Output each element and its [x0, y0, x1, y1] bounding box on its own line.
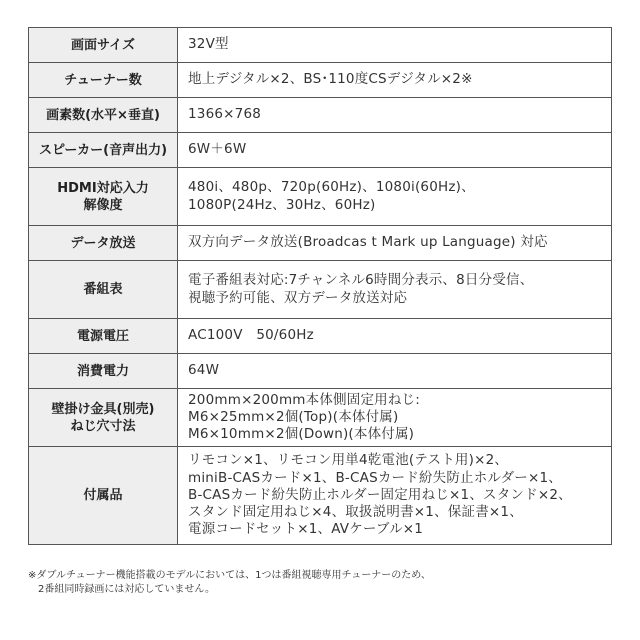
spec-value-line: AC100V 50/60Hz	[188, 327, 314, 344]
spec-value-line: 64W	[188, 362, 220, 379]
spec-row	[29, 168, 612, 226]
spec-value-line: M6×25mm×2個(Top)(本体付属)	[188, 408, 399, 425]
spec-value-line: B-CASカード紛失防止ホルダー固定用ねじ×1、スタンド×2、	[188, 486, 572, 503]
spec-label	[29, 261, 178, 319]
spec-label-line: 画素数(水平×垂直)	[46, 107, 160, 123]
spec-label-line: ねじ穴寸法	[70, 418, 136, 434]
spec-value	[178, 28, 612, 63]
spec-label-line: データ放送	[70, 235, 136, 251]
footnote	[28, 569, 618, 597]
spec-label	[29, 389, 178, 447]
spec-value-line: 480i、480p、720p(60Hz)、1080i(60Hz)、	[188, 179, 475, 196]
spec-row	[29, 28, 612, 63]
spec-label	[29, 28, 178, 63]
spec-row	[29, 226, 612, 261]
spec-value	[178, 63, 612, 98]
spec-row	[29, 133, 612, 168]
spec-value-line: リモコン×1、リモコン用単4乾電池(テスト用)×2、	[188, 452, 509, 469]
spec-label-line: 画面サイズ	[71, 37, 135, 53]
spec-row	[29, 389, 612, 447]
spec-row	[29, 63, 612, 98]
spec-value-line: 電子番組表対応:7チャンネル6時間分表示、8日分受信、	[188, 272, 534, 289]
spec-value-line: スタンド固定用ねじ×4、取扱説明書×1、保証書×1、	[188, 504, 523, 521]
spec-label-line: 消費電力	[76, 363, 129, 379]
footnote-line-1: ※ダブルチューナー機能搭載のモデルにおいては、1つは番組視聴専用チューナーのため、	[28, 570, 431, 581]
spec-value	[178, 354, 612, 389]
spec-label-line: HDMI対応入力	[57, 180, 149, 196]
spec-row	[29, 98, 612, 133]
spec-value-line: 32V型	[188, 36, 229, 53]
spec-value-line: M6×10mm×2個(Down)(本体付属)	[188, 426, 415, 443]
spec-label	[29, 354, 178, 389]
spec-row	[29, 447, 612, 545]
spec-label	[29, 98, 178, 133]
spec-label	[29, 168, 178, 226]
spec-label-line: 解像度	[83, 197, 123, 213]
spec-value	[178, 133, 612, 168]
spec-table	[28, 27, 612, 545]
spec-label-line: 付属品	[83, 488, 123, 503]
spec-value-line: 電源コードセット×1、AVケーブル×1	[188, 521, 424, 538]
spec-label-line: 壁掛け金具(別売)	[51, 401, 155, 417]
spec-value	[178, 447, 612, 545]
spec-value-line: 1366×768	[188, 106, 262, 123]
spec-value	[178, 98, 612, 133]
spec-value	[178, 319, 612, 354]
spec-value	[178, 168, 612, 226]
spec-table-body	[29, 28, 612, 545]
spec-label	[29, 447, 178, 545]
spec-value-line: 1080P(24Hz、30Hz、60Hz)	[188, 196, 376, 213]
spec-label	[29, 63, 178, 98]
spec-label	[29, 319, 178, 354]
spec-value-line: 200mm×200mm本体側固定用ねじ:	[188, 391, 420, 408]
spec-label	[29, 133, 178, 168]
spec-label	[29, 226, 178, 261]
spec-value-line: 双方向データ放送(Broadcas t Mark up Language) 対応	[188, 234, 548, 251]
spec-value-line: 視聴予約可能、双方データ放送対応	[188, 289, 408, 306]
spec-label-line: スピーカー(音声出力)	[38, 142, 168, 158]
spec-label-line: 番組表	[83, 282, 123, 297]
spec-value-line: miniB-CASカード×1、B-CASカード紛失防止ホルダー×1、	[188, 469, 562, 486]
spec-value-line: 地上デジタル×2、BS･110度CSデジタル×2※	[188, 71, 473, 88]
spec-value	[178, 226, 612, 261]
spec-row	[29, 319, 612, 354]
spec-value-line: 6W＋6W	[188, 141, 247, 158]
spec-value	[178, 389, 612, 447]
spec-row	[29, 354, 612, 389]
spec-label-line: 電源電圧	[76, 328, 129, 344]
spec-value	[178, 261, 612, 319]
footnote-line-2: 2番組同時録画には対応していません。	[38, 584, 215, 595]
spec-row	[29, 261, 612, 319]
spec-label-line: チューナー数	[64, 72, 142, 88]
